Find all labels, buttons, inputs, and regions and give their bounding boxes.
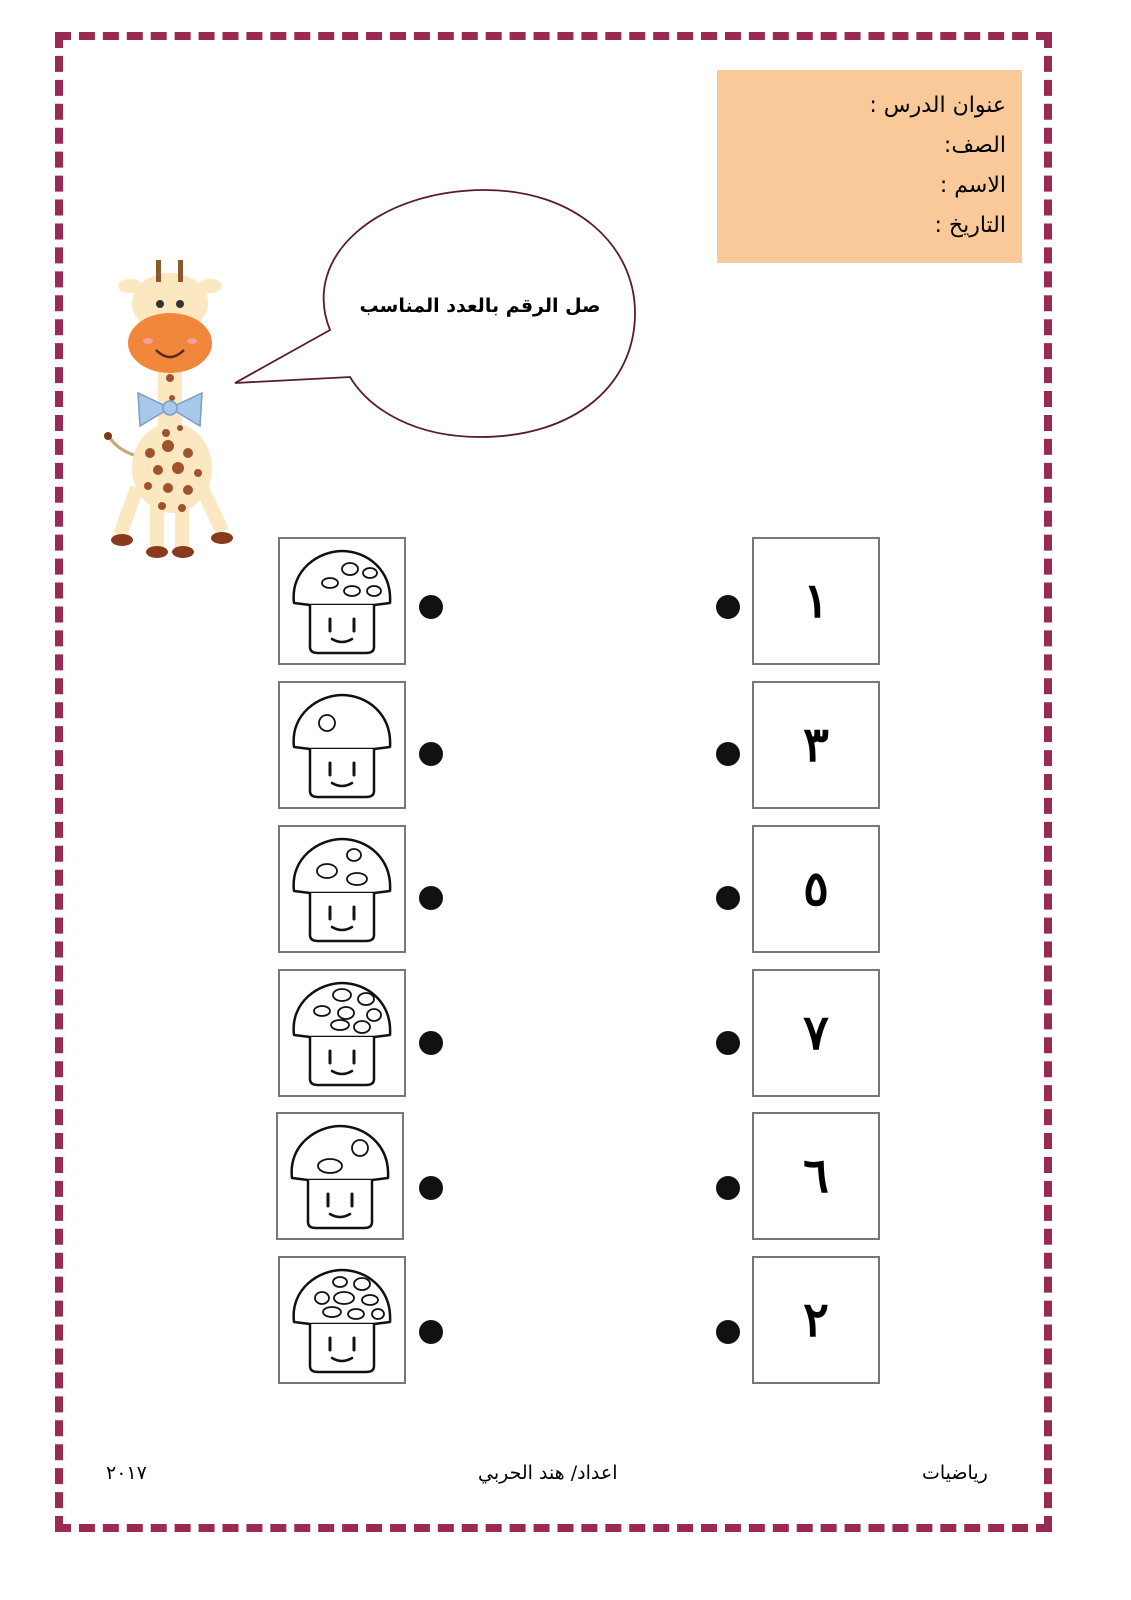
mushroom-icon: [280, 683, 404, 807]
connect-dot-left[interactable]: [419, 1320, 443, 1344]
connect-dot-right[interactable]: [716, 742, 740, 766]
number-box-6: [752, 1256, 880, 1384]
mushroom-box-6: [278, 1256, 406, 1384]
number-box-3: [752, 825, 880, 953]
student-info-box: [717, 70, 1022, 263]
connect-dot-right[interactable]: [716, 1320, 740, 1344]
grade-field: الصف:: [943, 133, 1006, 158]
connect-dot-left[interactable]: [419, 1031, 443, 1055]
mushroom-box-2: [278, 681, 406, 809]
mushroom-box-5: [276, 1112, 404, 1240]
number-label: ٢: [803, 1292, 829, 1348]
mushroom-icon: [280, 539, 404, 663]
number-label: ٥: [803, 861, 829, 917]
mushroom-box-1: [278, 537, 406, 665]
connect-dot-left[interactable]: [419, 1176, 443, 1200]
mushroom-icon: [280, 827, 404, 951]
connect-dot-left[interactable]: [419, 742, 443, 766]
number-box-4: [752, 969, 880, 1097]
connect-dot-left[interactable]: [419, 886, 443, 910]
date-field: التاريخ :: [934, 213, 1006, 238]
mushroom-icon: [280, 1258, 404, 1382]
giraffe-icon: [100, 258, 240, 563]
number-label: ٧: [803, 1005, 829, 1061]
mushroom-icon: [280, 971, 404, 1095]
instruction-text: صل الرقم بالعدد المناسب: [359, 295, 601, 317]
connect-dot-left[interactable]: [419, 595, 443, 619]
lesson-title-field: عنوان الدرس :: [869, 93, 1006, 118]
mushroom-box-3: [278, 825, 406, 953]
subject-label: رياضيات: [922, 1462, 988, 1484]
connect-dot-right[interactable]: [716, 886, 740, 910]
connect-dot-right[interactable]: [716, 1176, 740, 1200]
mushroom-icon: [278, 1114, 402, 1238]
connect-dot-right[interactable]: [716, 595, 740, 619]
year-label: ٢٠١٧: [106, 1462, 147, 1484]
number-label: ٦: [803, 1148, 829, 1204]
name-field: الاسم :: [939, 173, 1006, 198]
mushroom-box-4: [278, 969, 406, 1097]
connect-dot-right[interactable]: [716, 1031, 740, 1055]
number-label: ١: [803, 573, 829, 629]
number-box-1: [752, 537, 880, 665]
author-label: اعداد/ هند الحربي: [478, 1462, 618, 1484]
number-box-5: [752, 1112, 880, 1240]
number-box-2: [752, 681, 880, 809]
number-label: ٣: [803, 717, 829, 773]
